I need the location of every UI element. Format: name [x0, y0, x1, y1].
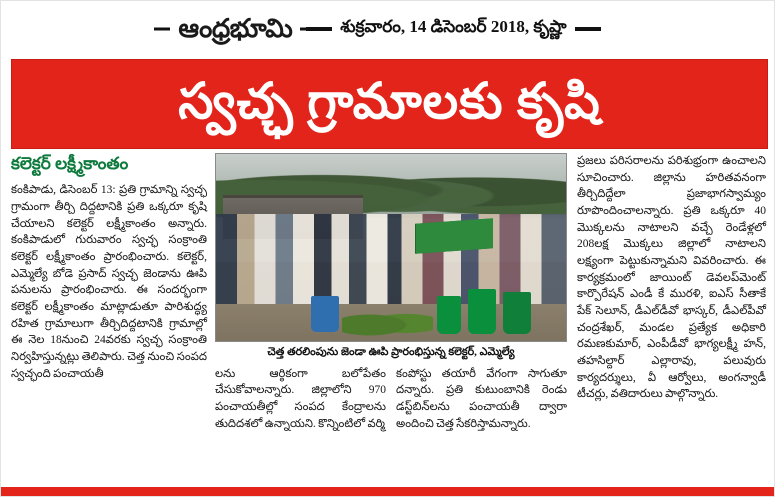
photo-green-bucket-1	[437, 296, 462, 333]
left-column	[11, 153, 207, 489]
photo-blue-bin	[311, 296, 339, 332]
headline-banner	[11, 59, 768, 149]
right-column	[577, 153, 766, 489]
article-body	[11, 153, 766, 489]
masthead-date-group	[306, 17, 600, 41]
center-column-text-1: లను ఆర్ఠికంగా బలోపేతం చేసుకోవాలన్నారు. జిల్లాలోని 970 పంచాయతీల్లో సంపద కేంద్రాలను తుదిదశలో ఉన్నాయని. కొన్నింటిలో వర్మి	[215, 367, 386, 430]
article-subhead: కలెక్టర్ లక్ష్మీకాంతం	[11, 154, 129, 173]
photo-green-waste	[342, 307, 433, 337]
photo-green-flag	[416, 219, 493, 254]
dash-right-decoration	[575, 27, 601, 31]
headline-title: స్వచ్ఛ గ్రామాలకు కృషి	[178, 73, 601, 129]
photo-green-bucket-3	[503, 292, 531, 333]
photo-green-bucket-2	[468, 289, 496, 334]
photo-crowd	[216, 214, 566, 304]
center-column-text-2: కంపోస్టు తయారీ వేగంగా సాగుతూ దన్నారు. ప్రతి కుటుంబానికి రెండు డస్ట్‌బిన్‌లను పంచాయతీ ద్వారా అందించి చెత్త సేకరిస్తామన్నారు.	[396, 367, 567, 430]
bottom-red-rule	[1, 487, 775, 496]
left-column-text: కంకిపాడు, డిసెంబర్ 13: ప్రతి గ్రామాన్ని స్వచ్ఛ గ్రామంగా తీర్చి దిద్దటానికి ప్రతి ఒక్కరూ కృషి చేయాలని కలెక్టర్ లక్ష్మీకాంతం అన్నారు. కంకిపాడులో గురువారం స్వచ్ఛ సంక్రాంతి కలెక్టర్ లక్ష్మీకాంతం ప్రారంభించారు. కలెక్టర్, ఎమ్మెల్యే బోడె ప్రసాద్ స్వచ్ఛ జెండాను ఊపి పనులను ప్రారంభించారు. ఈ సందర్భంగా కలెక్టర్ లక్ష్మీకాంతం మాట్లాడుతూ పారిశుద్ధ్య రహిత గ్రామాలుగా తీర్చిదిద్దటానికి గ్రామాల్లో ఈ నెల 18నుంచి 24వరకు స్వచ్ఛ సంక్రాంతి నిర్వహిస్తున్నట్లు తెలిపారు. చెత్త నుంచి సంపద స్వచ్ఛంది పంచాయతీ	[11, 184, 207, 380]
center-column	[215, 153, 567, 489]
newspaper-logo: ఆంధ్రభూమి	[178, 14, 293, 43]
right-column-text: ప్రజలు పరిసరాలను పరిశుభ్రంగా ఉంచాలని సూచించారు. జిల్లాను హరితవనంగా తీర్చిదిద్దేలా ప్రజాభాగస్వామ్యం రూపొందించాలన్నారు. ప్రతి ఒక్కరూ 40 మొక్కలను నాటాలని వచ్చే రెండేళ్లలో 208లక్ష మొక్కలు జిల్లాలో నాటాలని లక్ష్యంగా పెట్టుకున్నామని వివరించారు. ఈ కార్యక్రమంలో జాయింట్ డెవలప్‌మెంట్ కార్పొరేషన్ ఎండీ కే మురళి, ఐఎస్ సీతాకే పేక్ సెలూన్, డీఎల్‌డీవో భాస్కర్, డీఎల్‌పీవో చంద్రశేఖర్, మండల ప్రత్యేక అధికారి రమణకుమార్, ఎంపీడీవో భాగ్యలక్ష్మీ హన్, తహసిల్దార్ ఎల్లారావు, పలువురు కార్యదర్శులు, వీ ఆర్వోలు, అంగన్వాడీ టీచర్లు, వతిదారులు పాల్గొన్నారు.	[577, 155, 766, 401]
center-text-columns	[215, 366, 567, 433]
photo-caption: చెత్త తరలింపును జెండా ఊపి ప్రారంభిస్తున్న కలెక్టర్, ఎమ్మెల్యే	[267, 346, 515, 358]
masthead	[1, 1, 775, 57]
publication-date: శుక్రవారం, 14 డిసెంబర్ 2018, కృష్ణా	[340, 17, 567, 36]
article-photo	[215, 153, 567, 342]
